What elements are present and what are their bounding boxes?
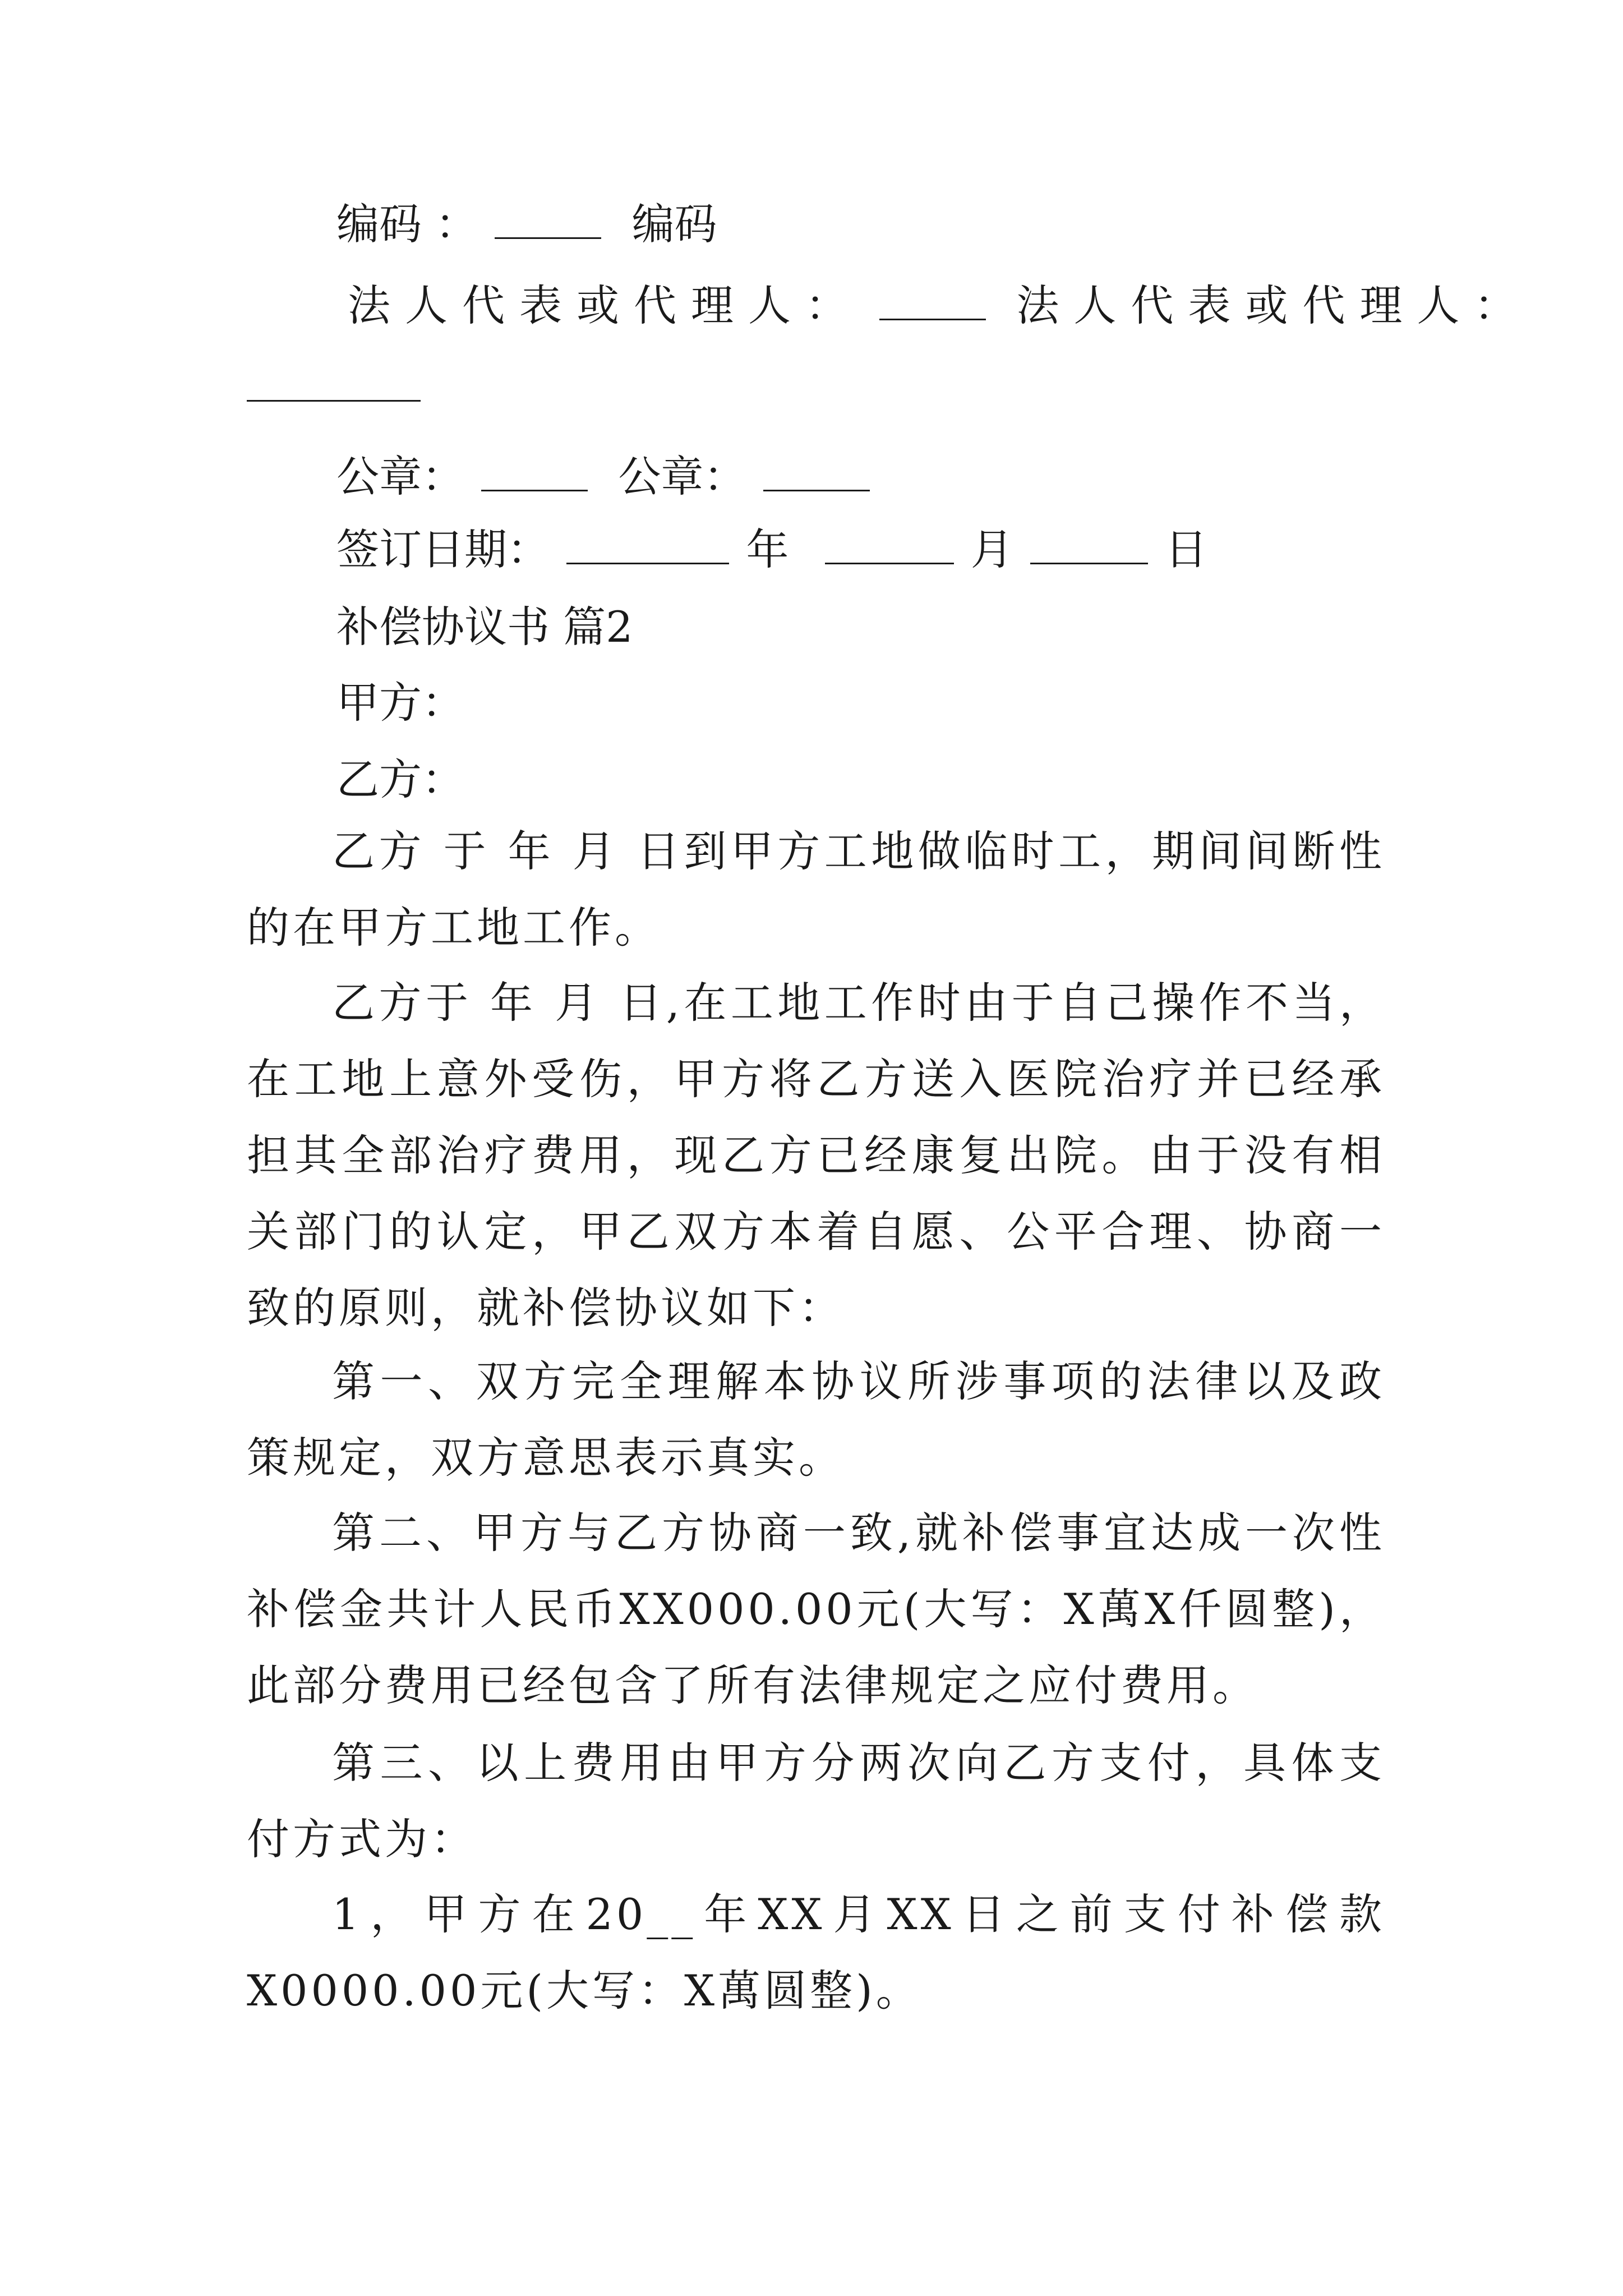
legal-rep-label: 法人代表或代理人： xyxy=(348,280,863,330)
paragraph-1: 乙方 于 年 月 日到甲方工地做临时工，期间间断性的在甲方工地工作。 xyxy=(247,826,1385,953)
paragraph-6: 1，甲方在20__年XX月XX日之前支付补偿款X0000.00元(大写：X萬圆整)。 xyxy=(247,1889,1385,2016)
sign-date-line xyxy=(336,522,1207,578)
seal-label: 公章： xyxy=(336,452,464,501)
seal-line xyxy=(336,449,873,505)
legal-rep-blank-2 xyxy=(247,366,421,402)
code-label-2: 编码 xyxy=(631,199,717,249)
paragraph-5: 第三、以上费用由甲方分两次向乙方支付，具体支付方式为： xyxy=(247,1738,1385,1864)
party-a-text: 甲方： xyxy=(336,678,464,728)
seal-label-2: 公章： xyxy=(618,452,746,501)
sign-date-label: 签订日期： xyxy=(336,524,550,574)
seal-blank-2 xyxy=(763,456,870,491)
paragraph-2: 乙方于 年 月 日,在工地工作时由于自己操作不当，在工地上意外受伤，甲方将乙方送入医院治疗并已经承担其全部治疗费用，现乙方已经康复出院。由于没有相关部门的认定，甲乙双方本着自愿、公平合理、协商一致的原则，就补偿协议如下： xyxy=(247,978,1385,1333)
day-label: 日 xyxy=(1165,524,1208,574)
day-blank xyxy=(1030,529,1148,564)
legal-rep-blank-line xyxy=(247,359,421,415)
legal-rep-line xyxy=(348,278,1531,334)
legal-rep-label-2: 法人代表或代理人： xyxy=(1016,280,1532,330)
section-title-text: 补偿协议书 篇2 xyxy=(336,602,633,652)
month-label: 月 xyxy=(970,524,1013,574)
year-label: 年 xyxy=(746,524,789,574)
code-blank xyxy=(495,204,601,239)
month-blank xyxy=(825,529,954,564)
code-line xyxy=(336,196,717,252)
paragraph-3: 第一、双方完全理解本协议所涉事项的法律以及政策规定，双方意思表示真实。 xyxy=(247,1356,1385,1483)
paragraph-4: 第二、甲方与乙方协商一致,就补偿事宜达成一次性补偿金共计人民币XX000.00元(大写：X萬X仟圆整)，此部分费用已经包含了所有法律规定之应付费用。 xyxy=(247,1508,1385,1710)
legal-rep-blank xyxy=(879,285,986,320)
year-blank xyxy=(566,529,729,564)
party-b-text: 乙方： xyxy=(336,754,464,804)
party-a xyxy=(336,675,464,731)
section-title xyxy=(336,599,633,655)
seal-blank xyxy=(481,456,588,491)
code-label: 编码 ： xyxy=(336,199,478,249)
party-b xyxy=(336,752,464,808)
